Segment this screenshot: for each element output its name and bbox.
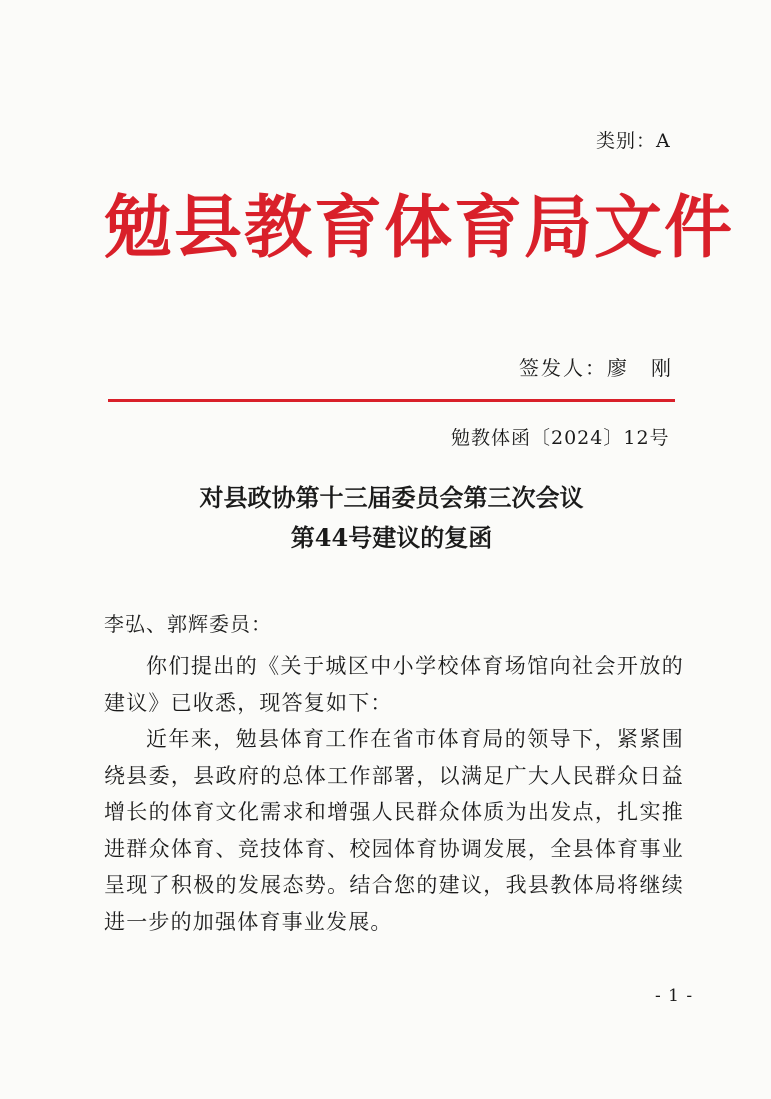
red-separator-line <box>108 399 675 402</box>
subject-title <box>108 478 675 558</box>
letter-body <box>104 648 684 940</box>
salutation: 李弘、郭辉委员： <box>104 612 272 636</box>
subject-title-line-1: 对县政协第十三届委员会第三次会议 <box>199 483 584 512</box>
issuer-red-header: 勉县教育体育局文件 <box>104 188 735 268</box>
body-paragraph-2: 近年来，勉县体育工作在省市体育局的领导下，紧紧围绕县委，县政府的总体工作部署，以满足广大人民群众日益增长的体育文化需求和增强人民群众体质为出发点，扎实推进群众体育、竞技体育、校园体育协调发展，全县体育事业呈现了积极的发展态势。结合您的建议，我县教体局将继续进一步的加强体育事业发展。 <box>104 727 684 934</box>
document-category: 类别：A <box>596 130 671 152</box>
signer-line: 签发人：廖 刚 <box>519 356 673 380</box>
document-number: 勉教体函〔2024〕12号 <box>451 427 670 449</box>
subject-title-line-2: 第44号建议的复函 <box>290 523 493 552</box>
body-paragraph-1: 你们提出的《关于城区中小学校体育场馆向社会开放的建议》已收悉，现答复如下： <box>104 654 684 715</box>
page-number: - 1 - <box>655 986 694 1006</box>
